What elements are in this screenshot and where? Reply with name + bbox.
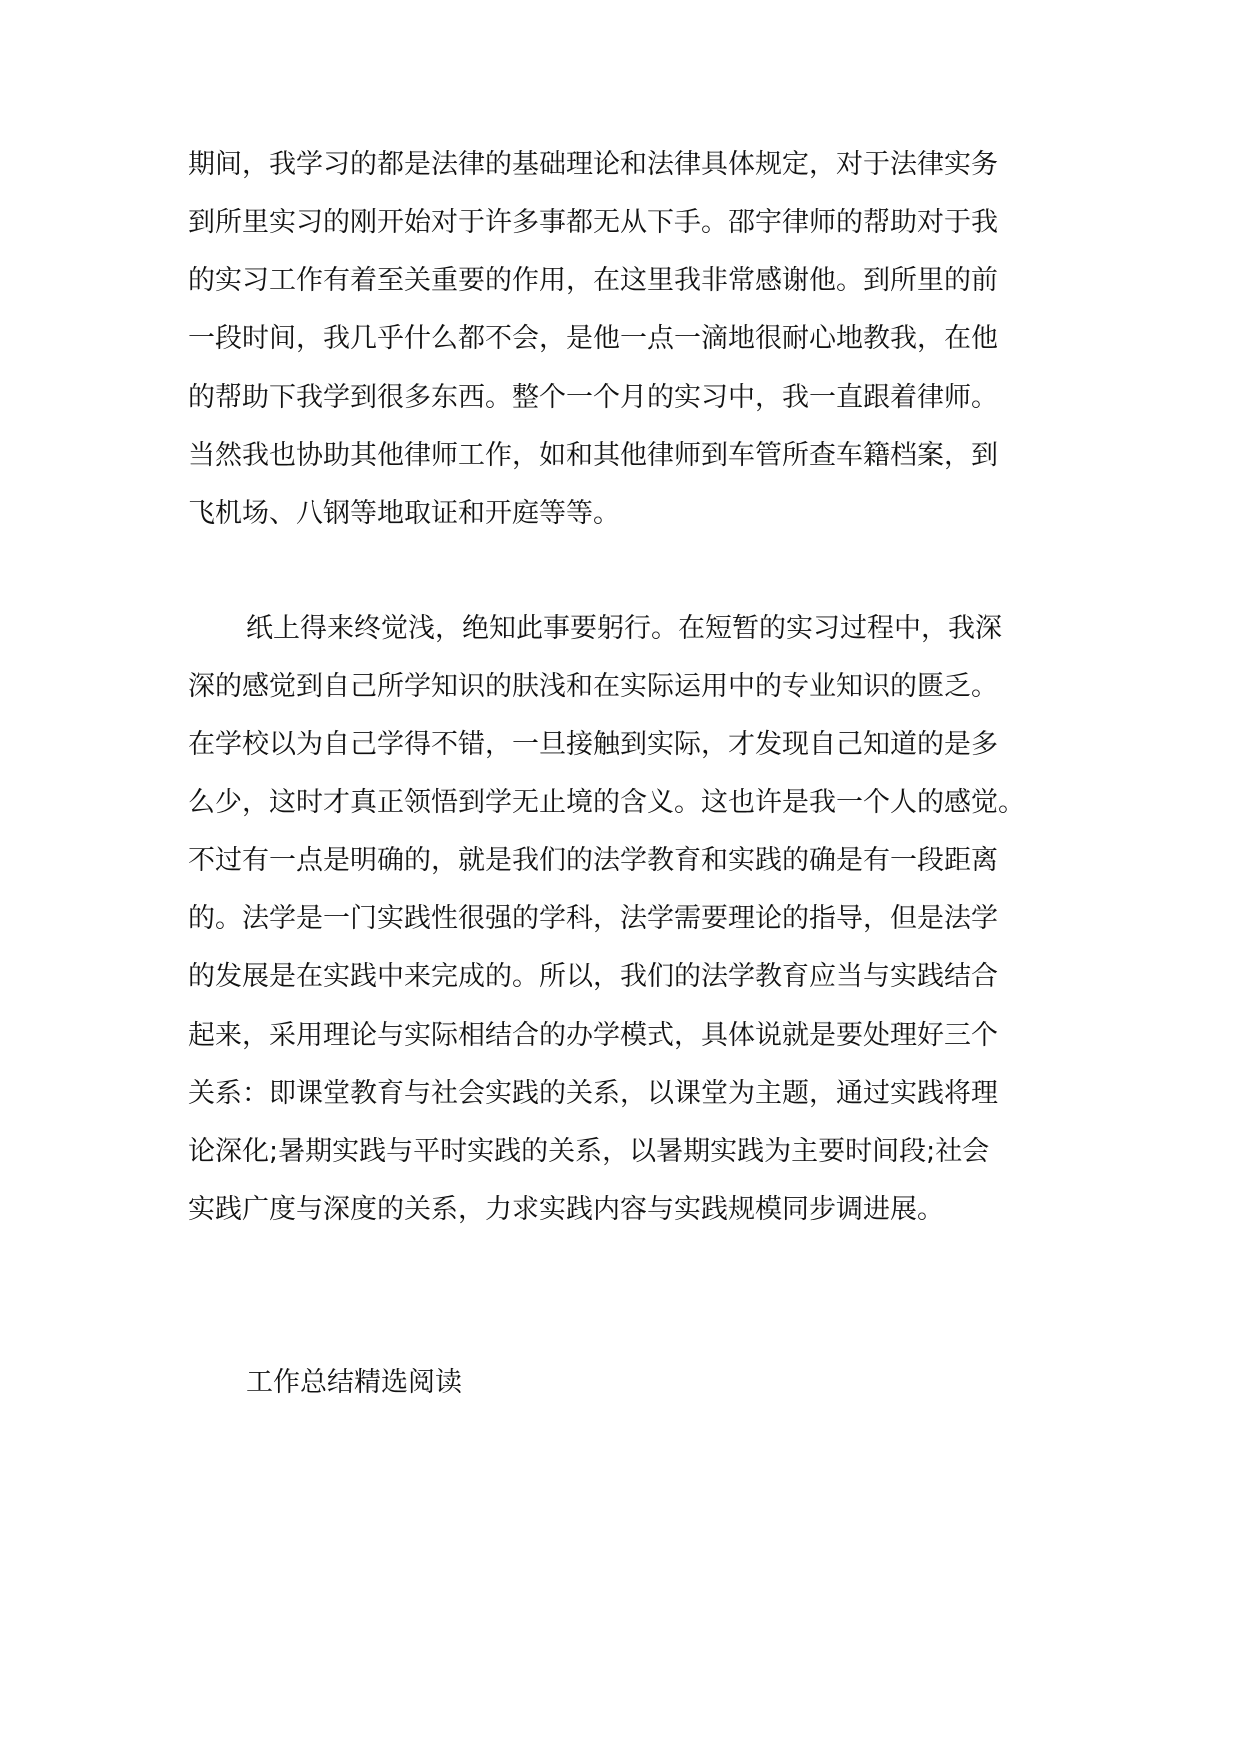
paragraph-2-line-4: 么少，这时才真正领悟到学无止境的含义。这也许是我一个人的感觉。 <box>188 787 1025 818</box>
paragraph-2-line-7: 的发展是在实践中来完成的。所以，我们的法学教育应当与实践结合 <box>188 961 998 992</box>
paragraph-2-line-1: 纸上得来终觉浅，绝知此事要躬行。在短暂的实习过程中，我深 <box>246 613 1002 644</box>
paragraph-2-line-2: 深的感觉到自己所学知识的肤浅和在实际运用中的专业知识的匮乏。 <box>188 671 998 702</box>
paragraph-1-line-5: 的帮助下我学到很多东西。整个一个月的实习中，我一直跟着律师。 <box>188 382 998 413</box>
paragraph-1-line-2: 到所里实习的刚开始对于许多事都无从下手。邵宇律师的帮助对于我 <box>188 207 998 238</box>
paragraph-2-line-10: 论深化;暑期实践与平时实践的关系，以暑期实践为主要时间段;社会 <box>188 1136 990 1167</box>
paragraph-1-line-6: 当然我也协助其他律师工作，如和其他律师到车管所查车籍档案，到 <box>188 440 998 471</box>
paragraph-1-line-4: 一段时间，我几乎什么都不会，是他一点一滴地很耐心地教我，在他 <box>188 323 998 354</box>
paragraph-1-line-1: 期间，我学习的都是法律的基础理论和法律具体规定，对于法律实务 <box>188 149 998 180</box>
paragraph-2-line-5: 不过有一点是明确的，就是我们的法学教育和实践的确是有一段距离 <box>188 845 998 876</box>
paragraph-2-line-3: 在学校以为自己学得不错，一旦接触到实际，才发现自己知道的是多 <box>188 729 998 760</box>
paragraph-2-line-6: 的。法学是一门实践性很强的学科，法学需要理论的指导，但是法学 <box>188 903 998 934</box>
section-heading: 工作总结精选阅读 <box>246 1367 462 1398</box>
paragraph-2-line-11: 实践广度与深度的关系，力求实践内容与实践规模同步调进展。 <box>188 1194 944 1225</box>
paragraph-1-line-7: 飞机场、八钢等地取证和开庭等等。 <box>188 498 620 529</box>
paragraph-2-line-9: 关系：即课堂教育与社会实践的关系，以课堂为主题，通过实践将理 <box>188 1078 998 1109</box>
paragraph-2-line-8: 起来，采用理论与实际相结合的办学模式，具体说就是要处理好三个 <box>188 1020 998 1051</box>
paragraph-1-line-3: 的实习工作有着至关重要的作用，在这里我非常感谢他。到所里的前 <box>188 265 998 296</box>
